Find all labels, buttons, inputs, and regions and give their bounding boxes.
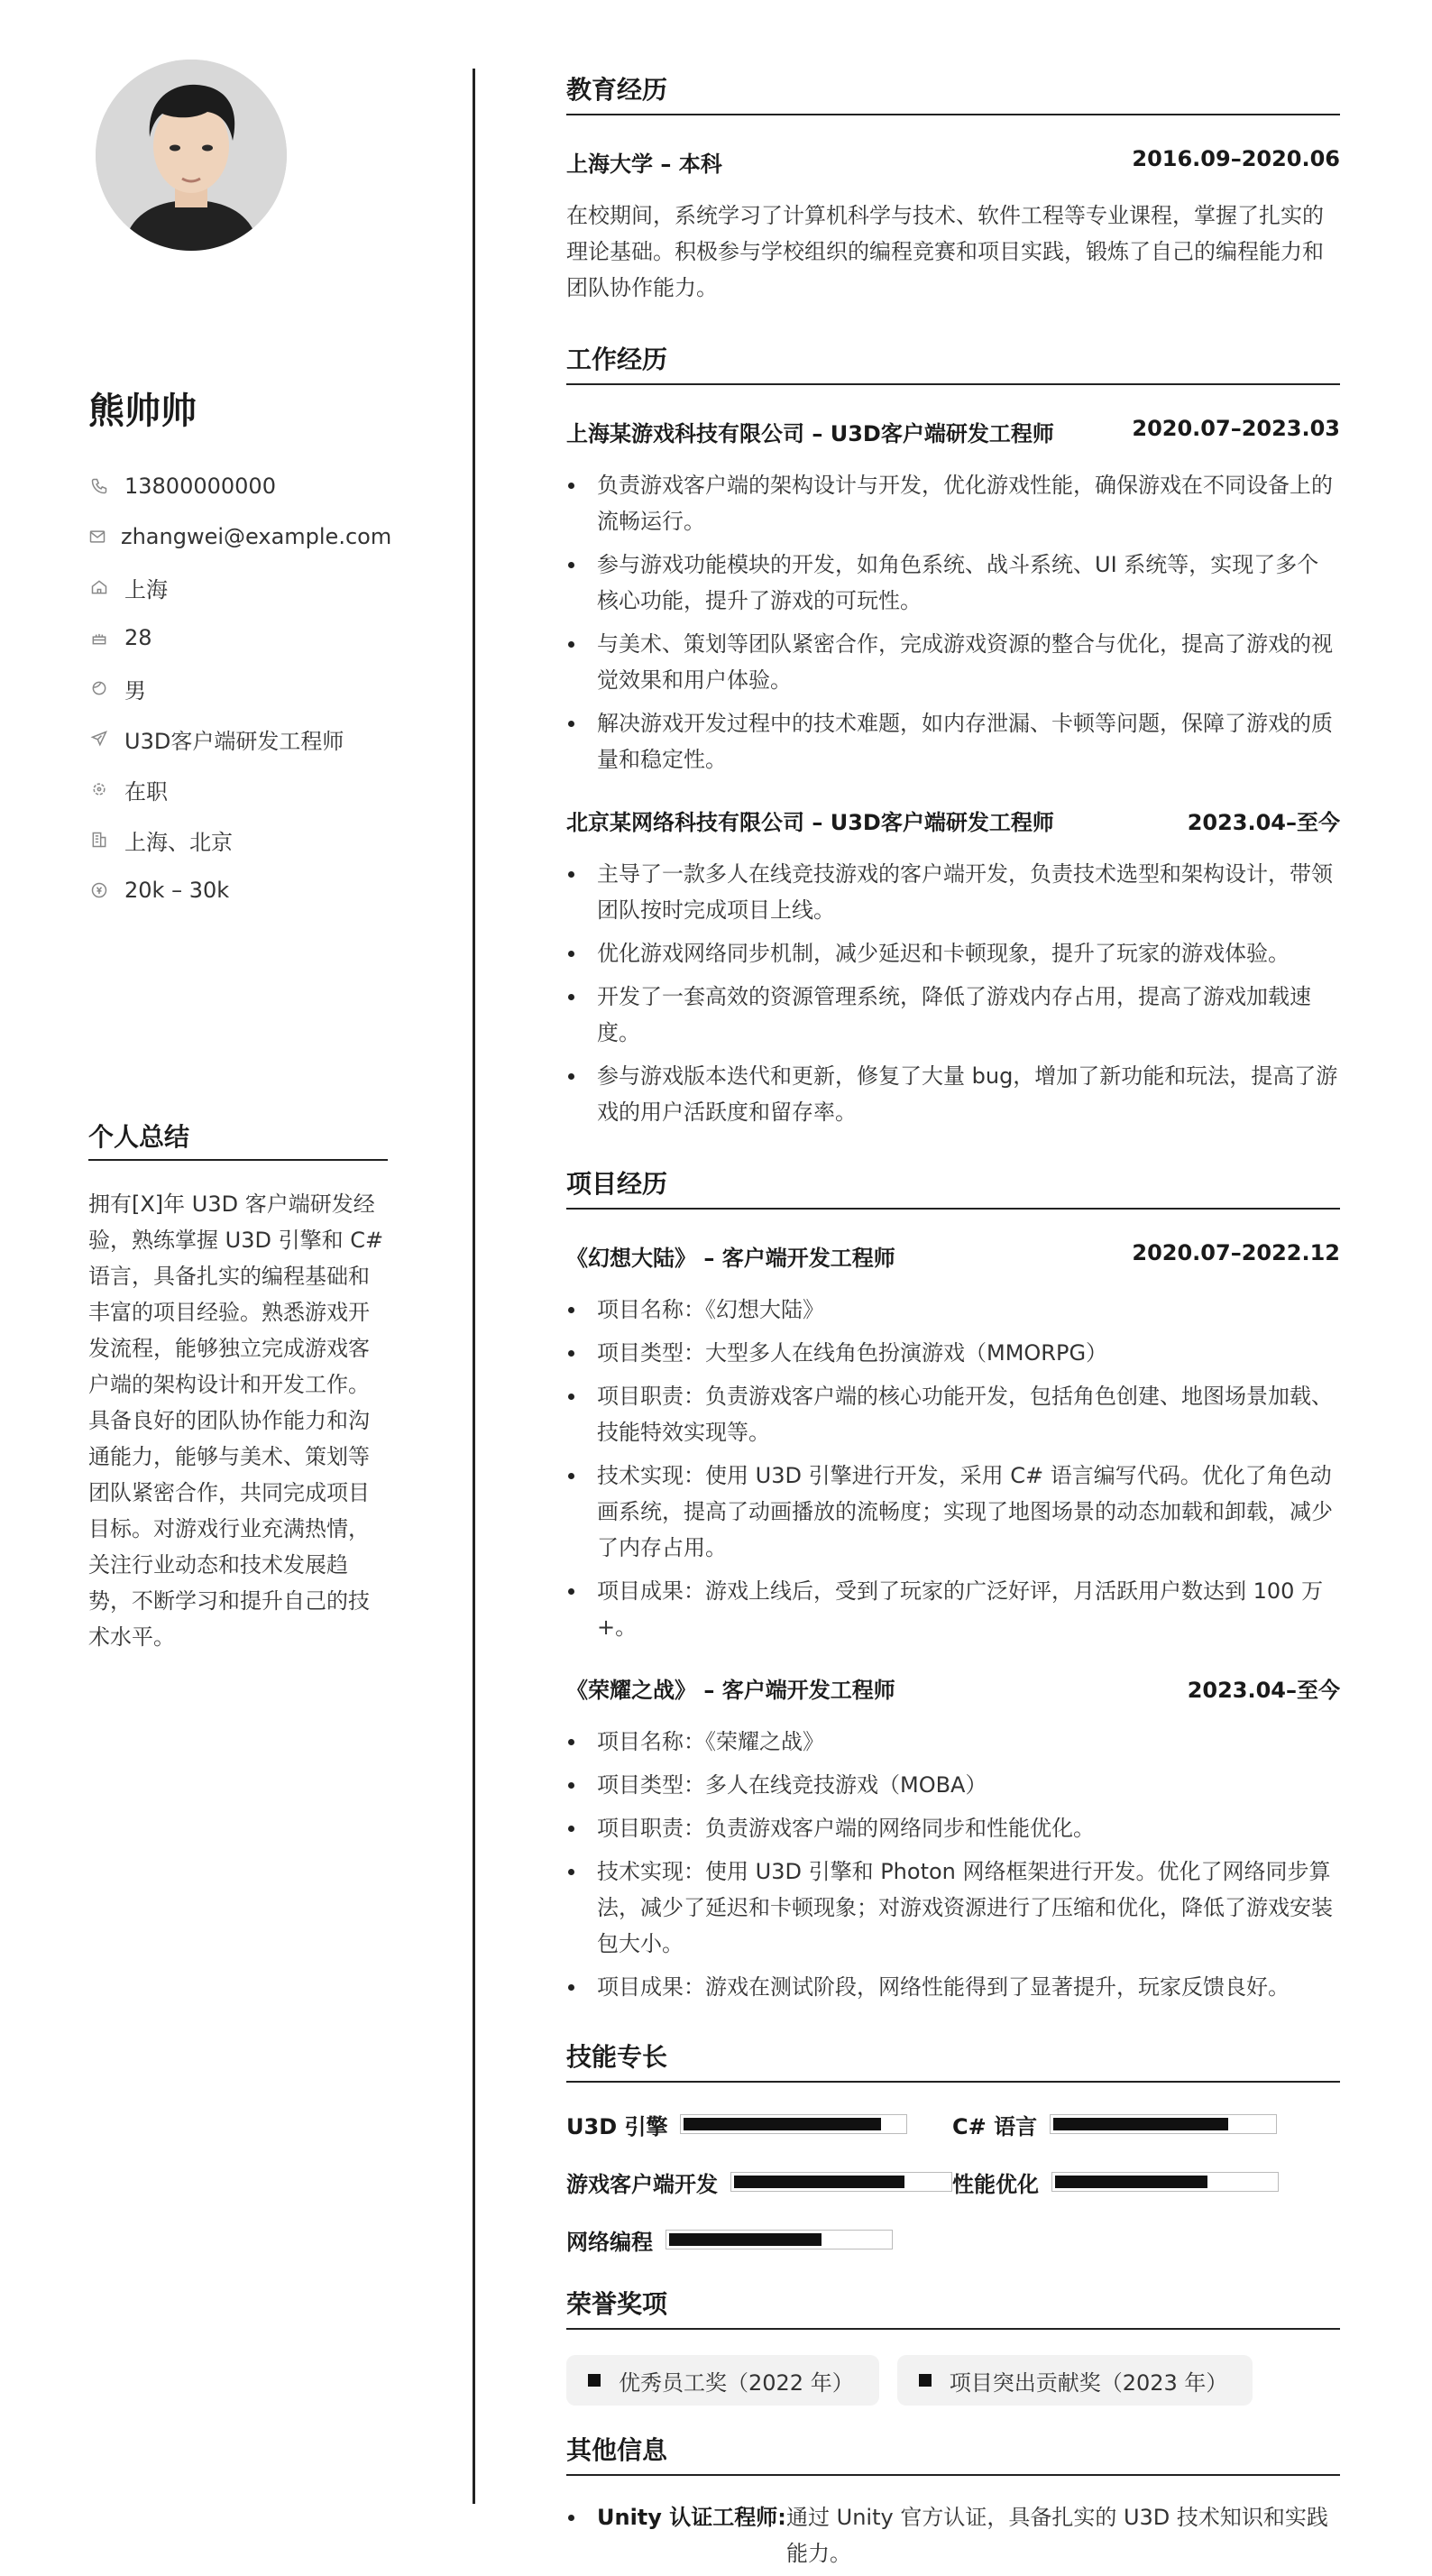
work-entry-head xyxy=(566,805,1340,836)
other-section xyxy=(566,2431,1340,2571)
skill-item xyxy=(566,2095,952,2153)
award-text: 项目突出贡献奖（2023 年） xyxy=(949,2369,1228,2396)
project-bullet: 项目类型：大型多人在线角色扮演游戏（MMORPG） xyxy=(566,1335,1340,1371)
cake-icon xyxy=(88,627,110,649)
work-bullet: 解决游戏开发过程中的技术难题，如内存泄漏、卡顿等问题，保障了游戏的质量和稳定性。 xyxy=(566,705,1340,777)
avatar-portrait-icon xyxy=(96,60,287,251)
contact-info-text: 上海、北京 xyxy=(124,829,233,855)
square-bullet-icon xyxy=(919,2374,932,2387)
project-bullet: 技术实现：使用 U3D 引擎进行开发，采用 C# 语言编写代码。优化了角色动画系统，提高了动画播放的流畅度；实现了地图场景的动态加载和卸载，减少了内存占用。 xyxy=(566,1458,1340,1566)
contact-info-text: zhangwei@example.com xyxy=(121,524,392,549)
skill-bar-fill xyxy=(684,2118,881,2130)
skill-label: 游戏客户端开发 xyxy=(566,2171,718,2197)
education-desc: 在校期间，系统学习了计算机科学与技术、软件工程等专业课程，掌握了扎实的理论基础。积极参与学校组织的编程竞赛和项目实践，锻炼了自己的编程能力和团队协作能力。 xyxy=(566,203,1324,300)
project-entry xyxy=(566,1672,1340,2005)
project-bullet: 项目成果：游戏在测试阶段，网络性能得到了显著提升，玩家反馈良好。 xyxy=(566,1969,1340,2005)
education-section xyxy=(566,70,1340,306)
contact-info-list xyxy=(88,461,392,915)
skill-bar xyxy=(1050,2114,1277,2134)
work-bullet: 参与游戏版本迭代和更新，修复了大量 bug，增加了新功能和玩法，提高了游戏的用户活跃度和留存率。 xyxy=(566,1058,1340,1130)
skill-bar xyxy=(1051,2172,1279,2192)
projects-section xyxy=(566,1164,1340,2005)
work-bullet: 主导了一款多人在线竞技游戏的客户端开发，负责技术选型和架构设计，带领团队按时完成项目上线。 xyxy=(566,856,1340,928)
project-name: 《幻想大陆》 – 客户端开发工程师 xyxy=(566,1246,895,1271)
work-section xyxy=(566,340,1340,1130)
project-bullets xyxy=(566,1292,1340,1645)
award-badge xyxy=(897,2355,1253,2406)
skill-bar-fill xyxy=(669,2233,822,2246)
column-divider xyxy=(473,69,475,2504)
work-entry xyxy=(566,805,1340,1130)
work-bullet: 参与游戏功能模块的开发，如角色系统、战斗系统、UI 系统等，实现了多个核心功能，提升了游戏的可玩性。 xyxy=(566,547,1340,619)
project-bullet: 项目类型：多人在线竞技游戏（MOBA） xyxy=(566,1767,1340,1803)
project-bullet: 项目名称：《幻想大陆》 xyxy=(566,1292,1340,1328)
work-entry-head xyxy=(566,416,1340,447)
project-bullet: 项目职责：负责游戏客户端的核心功能开发，包括角色创建、地图场景加载、技能特效实现等。 xyxy=(566,1378,1340,1450)
skill-label: 网络编程 xyxy=(566,2229,653,2255)
skill-bar-fill xyxy=(734,2176,904,2188)
skill-list xyxy=(566,2095,1340,2268)
education-title: 教育经历 xyxy=(566,70,1340,115)
work-list xyxy=(566,416,1340,1130)
contact-info-row xyxy=(88,814,388,865)
contact-info-row xyxy=(88,764,388,814)
other-key: Unity 认证工程师: xyxy=(597,2505,786,2530)
summary-text: 拥有[X]年 U3D 客户端研发经验，熟练掌握 U3D 引擎和 C# 语言，具备扎实的编程基础和丰富的项目经验。熟悉游戏开发流程，能够独立完成游戏客户端的架构设计和开发工作。具备良好的团队协作能力和沟通能力，能够与美术、策划等团队紧密合作，共同完成项目目标。对游戏行业充满热情，关注行业动态和技术发展趋势，不断学习和提升自己的技术水平。 xyxy=(88,1191,384,1650)
gender-icon xyxy=(88,677,110,699)
contact-info-row xyxy=(88,865,388,915)
skill-item xyxy=(566,2211,952,2268)
contact-info-text: 28 xyxy=(124,625,152,650)
awards-section xyxy=(566,2285,1340,2406)
contact-info-row xyxy=(88,511,392,562)
project-entry-head xyxy=(566,1672,1340,1704)
home-icon xyxy=(88,576,110,598)
other-list xyxy=(566,2499,1340,2571)
work-period: 2020.07–2023.03 xyxy=(1132,416,1340,441)
projects-title: 项目经历 xyxy=(566,1164,1340,1210)
project-bullet: 技术实现：使用 U3D 引擎和 Photon 网络框架进行开发。优化了网络同步算法，减少了延迟和卡顿现象；对游戏资源进行了压缩和优化，降低了游戏安装包大小。 xyxy=(566,1854,1340,1962)
skill-bar xyxy=(666,2230,893,2249)
contact-info-text: 13800000000 xyxy=(124,474,276,499)
phone-icon xyxy=(88,475,110,497)
work-bullets xyxy=(566,856,1340,1130)
education-school: 上海大学 – 本科 xyxy=(566,152,722,177)
mail-icon xyxy=(88,526,106,547)
project-bullets xyxy=(566,1724,1340,2005)
summary-title: 个人总结 xyxy=(88,1118,388,1161)
skill-bar xyxy=(680,2114,907,2134)
award-text: 优秀员工奖（2022 年） xyxy=(619,2369,854,2396)
skills-title: 技能专长 xyxy=(566,2038,1340,2083)
skill-label: 性能优化 xyxy=(952,2171,1039,2197)
project-name: 《荣耀之战》 – 客户端开发工程师 xyxy=(566,1678,895,1703)
contact-info-text: 上海 xyxy=(124,576,168,603)
salary-icon xyxy=(88,879,110,901)
sidebar xyxy=(88,60,392,1655)
skill-bar-fill xyxy=(1055,2176,1207,2188)
contact-info-text: 男 xyxy=(124,677,146,704)
award-badge xyxy=(566,2355,879,2406)
candidate-name: 熊帅帅 xyxy=(88,391,197,432)
skill-label: U3D 引擎 xyxy=(566,2113,668,2139)
contact-info-row xyxy=(88,612,388,663)
work-bullet: 开发了一套高效的资源管理系统，降低了游戏内存占用，提高了游戏加载速度。 xyxy=(566,979,1340,1051)
work-company: 北京某网络科技有限公司 – U3D客户端研发工程师 xyxy=(566,810,1054,835)
work-entry xyxy=(566,416,1340,777)
project-bullet: 项目成果：游戏上线后，受到了玩家的广泛好评，月活跃用户数达到 100 万+。 xyxy=(566,1573,1340,1645)
skill-label: C# 语言 xyxy=(952,2113,1038,2139)
project-period: 2020.07–2022.12 xyxy=(1132,1240,1340,1265)
contact-info-text: 在职 xyxy=(124,778,168,805)
work-company: 上海某游戏科技有限公司 – U3D客户端研发工程师 xyxy=(566,421,1054,446)
main-content xyxy=(566,70,1340,2571)
square-bullet-icon xyxy=(588,2374,601,2387)
work-title: 工作经历 xyxy=(566,340,1340,385)
other-item xyxy=(566,2499,1340,2571)
project-bullet: 项目职责：负责游戏客户端的网络同步和性能优化。 xyxy=(566,1810,1340,1846)
status-icon xyxy=(88,778,110,800)
skill-item xyxy=(952,2095,1338,2153)
project-entry-head xyxy=(566,1240,1340,1272)
work-bullet: 优化游戏网络同步机制，减少延迟和卡顿现象，提升了玩家的游戏体验。 xyxy=(566,935,1340,971)
work-period: 2023.04–至今 xyxy=(1187,810,1340,835)
building-icon xyxy=(88,829,110,851)
contact-info-row xyxy=(88,713,388,764)
contact-info-row xyxy=(88,461,388,511)
contact-info-row xyxy=(88,562,388,612)
contact-info-row xyxy=(88,663,388,713)
skill-item xyxy=(566,2153,952,2211)
award-list xyxy=(566,2355,1340,2406)
education-entry-head xyxy=(566,146,1340,178)
skill-item xyxy=(952,2153,1338,2211)
project-list xyxy=(566,1240,1340,2005)
education-period: 2016.09–2020.06 xyxy=(1132,146,1340,171)
skills-section xyxy=(566,2038,1340,2268)
work-bullet: 与美术、策划等团队紧密合作，完成游戏资源的整合与优化，提高了游戏的视觉效果和用户体验。 xyxy=(566,626,1340,698)
other-value: 通过 Unity 官方认证，具备扎实的 U3D 技术知识和实践能力。 xyxy=(786,2505,1328,2566)
work-bullets xyxy=(566,467,1340,777)
project-bullet: 项目名称：《荣耀之战》 xyxy=(566,1724,1340,1760)
contact-info-text: U3D客户端研发工程师 xyxy=(124,728,344,754)
awards-title: 荣誉奖项 xyxy=(566,2285,1340,2330)
work-bullet: 负责游戏客户端的架构设计与开发，优化游戏性能，确保游戏在不同设备上的流畅运行。 xyxy=(566,467,1340,539)
contact-info-text: 20k – 30k xyxy=(124,878,230,903)
avatar xyxy=(96,60,287,251)
other-title: 其他信息 xyxy=(566,2431,1340,2476)
send-icon xyxy=(88,728,110,750)
skill-bar-fill xyxy=(1053,2118,1228,2130)
project-entry xyxy=(566,1240,1340,1645)
skill-bar xyxy=(730,2172,952,2192)
project-period: 2023.04–至今 xyxy=(1187,1678,1340,1703)
